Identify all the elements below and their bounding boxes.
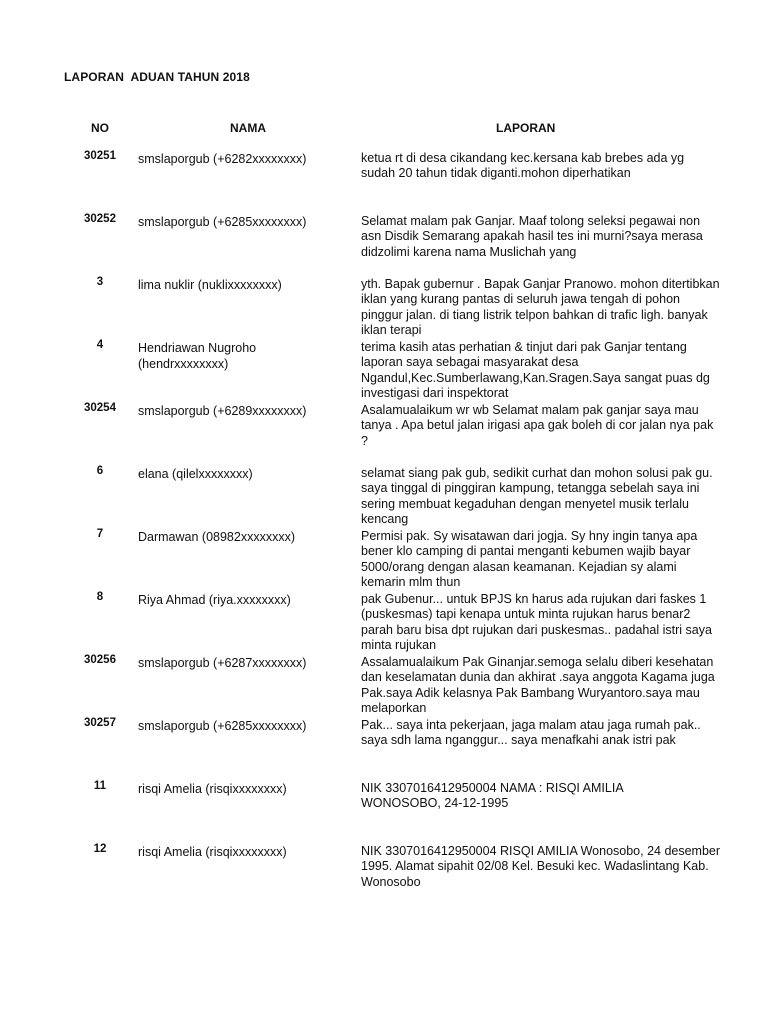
row-number: 30251 — [84, 150, 116, 162]
row-laporan: ketua rt di desa cikandang kec.kersana kab brebes ada yg sudah 20 tahun tidak diganti.mohon diperhatikan — [361, 151, 685, 181]
row-nama: smslaporgub (+6289xxxxxxxx) — [138, 404, 307, 418]
row-nama: elana (qilelxxxxxxxx) — [138, 467, 253, 481]
row-laporan: NIK 3307016412950004 NAMA : RISQI AMILIA WONOSOBO, 24-12-1995 — [361, 781, 623, 811]
row-number: 30257 — [84, 717, 116, 729]
document-title: LAPORAN ADUAN TAHUN 2018 — [64, 70, 250, 84]
row-laporan: NIK 3307016412950004 RISQI AMILIA Wonosobo, 24 desember 1995. Alamat sipahit 02/08 Kel. Besuki kec. Wadaslintang Kab. Wonosobo — [361, 844, 721, 889]
row-laporan: Selamat malam pak Ganjar. Maaf tolong seleksi pegawai non asn Disdik Semarang apakah hasil tes ini murni?saya merasa didzolimi karena nama Muslichah yang — [361, 214, 703, 259]
row-number: 6 — [96, 465, 104, 477]
row-nama: smslaporgub (+6285xxxxxxxx) — [138, 719, 307, 733]
row-number: 30254 — [84, 402, 116, 414]
row-number: 12 — [93, 843, 107, 855]
row-nama: Hendriawan Nugroho (hendrxxxxxxxx) — [138, 341, 257, 371]
row-laporan: pak Gubenur... untuk BPJS kn harus ada rujukan dari faskes 1 (puskesmas) tapi kenapa untuk minta rujukan harus benar2 parah baru bisa dpt rujukan dari puskesmas.. padahal istri saya minta rujukan — [361, 592, 712, 653]
row-laporan: yth. Bapak gubernur . Bapak Ganjar Pranowo. mohon ditertibkan iklan yang kurang pantas di seluruh jawa tengah di pohon pinggur jalan. di tiang listrik telpon bahkan di trafic ligh. banyak iklan terapi — [361, 277, 720, 338]
row-nama: risqi Amelia (risqixxxxxxxx) — [138, 845, 287, 859]
row-laporan: Assalamualaikum Pak Ginanjar.semoga selalu diberi kesehatan dan keselamatan dunia dan akhirat .saya anggota Kagama juga Pak.saya Adik kelasnya Pak Bambang Wuryantoro.saya mau melaporkan — [361, 655, 715, 716]
row-number: 3 — [96, 276, 104, 288]
row-laporan: selamat siang pak gub, sedikit curhat dan mohon solusi pak gu. saya tinggal di pinggiran kampung, tetangga sebelah saya ini sering membuat kegaduhan dengan menyetel musik terlalu kencang — [361, 466, 713, 527]
row-nama: smslaporgub (+6287xxxxxxxx) — [138, 656, 307, 670]
row-number: 30256 — [84, 654, 116, 666]
row-number: 8 — [96, 591, 104, 603]
row-nama: Darmawan (08982xxxxxxxx) — [138, 530, 295, 544]
row-nama: smslaporgub (+6282xxxxxxxx) — [138, 152, 307, 166]
row-number: 4 — [96, 339, 104, 351]
column-header-nama: NAMA — [230, 121, 266, 135]
row-number: 30252 — [84, 213, 116, 225]
row-number: 7 — [96, 528, 104, 540]
row-laporan: Pak... saya inta pekerjaan, jaga malam atau jaga rumah pak.. saya sdh lama nganggur... saya menafkahi anak istri pak — [361, 718, 701, 748]
column-header-laporan: LAPORAN — [496, 121, 556, 135]
row-nama: smslaporgub (+6285xxxxxxxx) — [138, 215, 307, 229]
row-laporan: Permisi pak. Sy wisatawan dari jogja. Sy hny ingin tanya apa bener klo camping di pantai menganti kebumen wajib bayar 5000/orang dengan alasan keamanan. Kejadian sy alami kemarin mlm thun — [361, 529, 698, 590]
row-nama: Riya Ahmad (riya.xxxxxxxx) — [138, 593, 291, 607]
row-laporan: terima kasih atas perhatian & tinjut dari pak Ganjar tentang laporan saya sebagai masyarakat desa Ngandul,Kec.Sumberlawang,Kan.Sragen.Saya sangat puas dg investigasi dari inspektorat — [361, 340, 710, 401]
row-nama: risqi Amelia (risqixxxxxxxx) — [138, 782, 287, 796]
row-laporan: Asalamualaikum wr wb Selamat malam pak ganjar saya mau tanya . Apa betul jalan irigasi apa gak boleh di cor jalan nya pak ? — [361, 403, 714, 448]
row-number: 11 — [93, 780, 107, 792]
column-header-no: NO — [91, 121, 109, 135]
row-nama: lima nuklir (nuklixxxxxxxx) — [138, 278, 282, 292]
